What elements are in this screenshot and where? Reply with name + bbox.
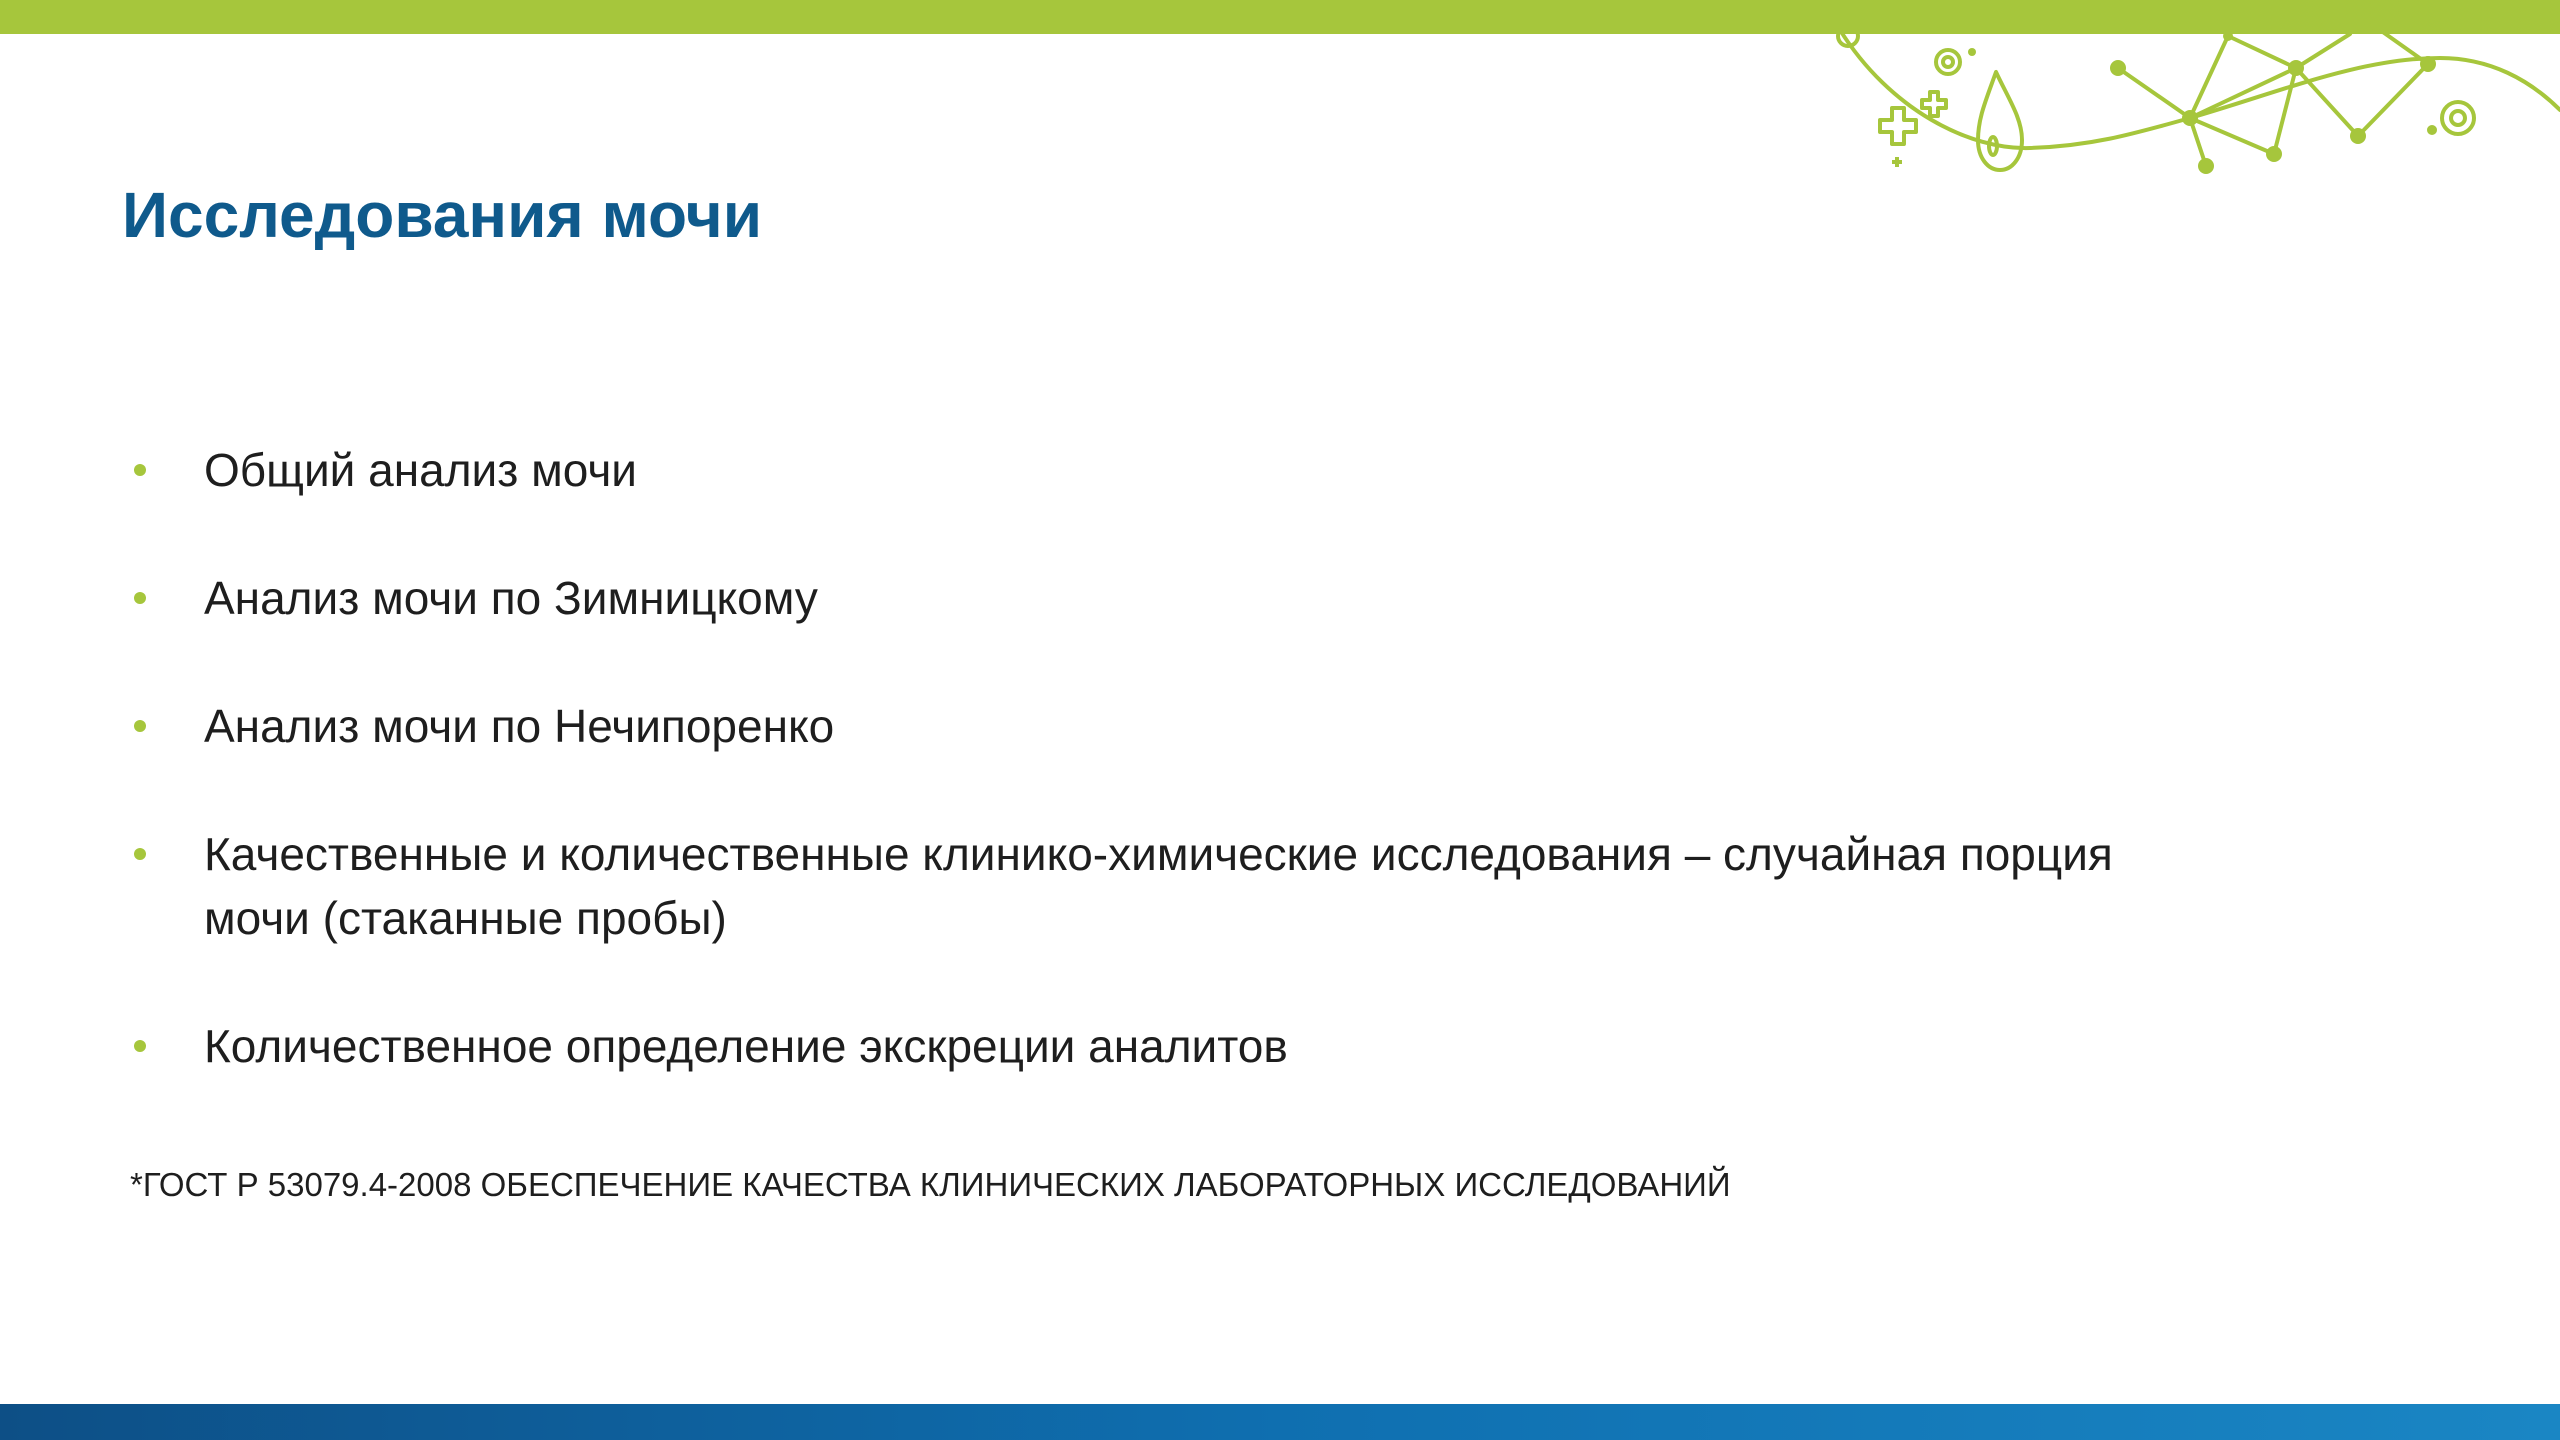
slide-title: Исследования мочи bbox=[122, 179, 763, 251]
bullet-dot-icon bbox=[134, 848, 146, 860]
bullet-list bbox=[128, 438, 2128, 1078]
list-item-text: Количественное определение экскреции аналитов bbox=[204, 1020, 1288, 1072]
list-item bbox=[128, 566, 2128, 630]
list-item-text: Общий анализ мочи bbox=[204, 444, 637, 496]
list-item bbox=[128, 438, 2128, 502]
list-item-text: Качественные и количественные клинико-химические исследования – случайная порция мочи (стаканные пробы) bbox=[204, 828, 2113, 944]
bullet-dot-icon bbox=[134, 464, 146, 476]
bullet-dot-icon bbox=[134, 592, 146, 604]
list-item bbox=[128, 1014, 2128, 1078]
list-item bbox=[128, 694, 2128, 758]
list-item-text: Анализ мочи по Зимницкому bbox=[204, 572, 818, 624]
bottom-accent-bar bbox=[0, 1404, 2560, 1440]
footnote: *ГОСТ Р 53079.4-2008 ОБЕСПЕЧЕНИЕ КАЧЕСТВА КЛИНИЧЕСКИХ ЛАБОРАТОРНЫХ ИССЛЕДОВАНИЙ bbox=[130, 1166, 1731, 1203]
list-item-text: Анализ мочи по Нечипоренко bbox=[204, 700, 835, 752]
molecule-network-icon bbox=[1760, 0, 2560, 190]
list-item bbox=[128, 822, 2184, 950]
medical-cross-icon bbox=[1880, 92, 1946, 167]
bullet-dot-icon bbox=[134, 720, 146, 732]
drop-icon bbox=[1978, 72, 2022, 170]
bullet-dot-icon bbox=[134, 1040, 146, 1052]
